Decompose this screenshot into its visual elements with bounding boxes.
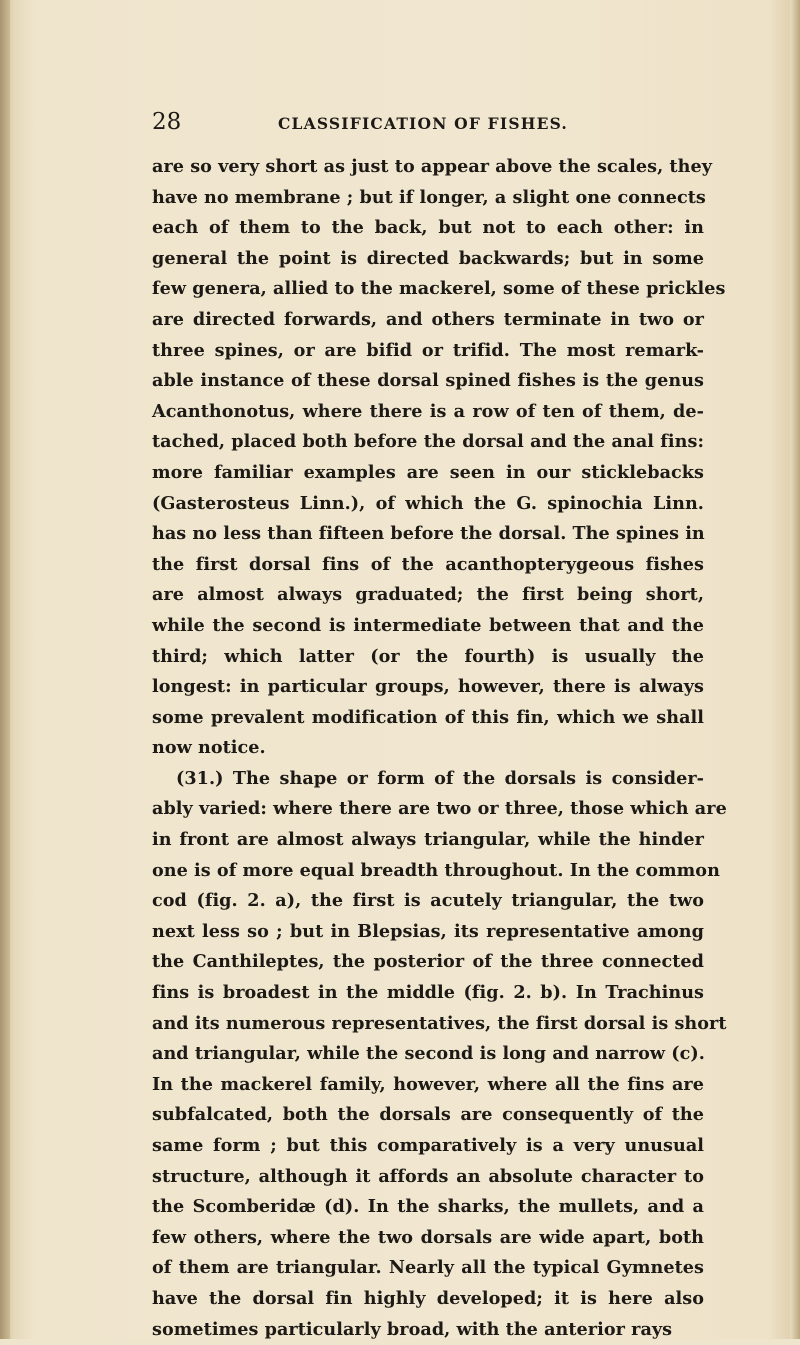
text-line: have the dorsal fin highly developed; it is here also [152, 1287, 704, 1309]
body-text [152, 152, 727, 1345]
text-line: more familiar examples are seen in our sticklebacks [152, 461, 704, 483]
text-line: in front are almost always triangular, while the hinder [152, 829, 704, 851]
text-line: are almost always graduated; the first being short, [152, 584, 704, 606]
text-line: one is of more equal breadth throughout. In the common [152, 859, 720, 881]
text-line: the Canthileptes, the posterior of the three connected [152, 951, 704, 973]
text-line: of them are triangular. Nearly all the typical Gymnetes [152, 1257, 704, 1279]
text-line: cod (fig. 2. a), the first is acutely triangular, the two [152, 890, 704, 912]
text-line: and triangular, while the second is long and narrow (c). [152, 1043, 705, 1065]
text-line: same form ; but this comparatively is a very unusual [152, 1135, 704, 1156]
running-head: CLASSIFICATION OF FISHES. [278, 114, 569, 133]
text-line: longest: in particular groups, however, there is always [152, 676, 704, 698]
text-line: and its numerous representatives, the first dorsal is short [152, 1012, 727, 1034]
text-line: third; which latter (or the fourth) is usually the [152, 645, 704, 667]
text-line: some prevalent modification of this fin, which we shall [152, 706, 704, 728]
text-line: (31.) The shape or form of the dorsals is consider- [176, 767, 704, 789]
page-number: 28 [152, 109, 182, 135]
text-line: next less so ; but in Blepsias, its representative among [152, 920, 704, 942]
text-line: now notice. [152, 737, 266, 759]
text-line: tached, placed both before the dorsal and the anal fins: [152, 431, 704, 453]
page-gutter-shadow [0, 0, 10, 1339]
page-edge-shadow [790, 0, 800, 1339]
text-line: subfalcated, both the dorsals are consequently of the [152, 1104, 704, 1126]
text-line: (Gasterosteus Linn.), of which the G. spinochia Linn. [152, 492, 704, 514]
text-line: sometimes particularly broad, with the anterior rays [152, 1318, 673, 1340]
text-line: general the point is directed backwards; but in some [152, 247, 704, 269]
text-line: ably varied: where there are two or three, those which are [152, 798, 727, 820]
text-line: have no membrane ; but if longer, a slight one connects [152, 186, 706, 208]
text-line: few genera, allied to the mackerel, some of these prickles [152, 278, 726, 300]
text-line: In the mackerel family, however, where all the fins are [152, 1073, 704, 1095]
text-line: are so very short as just to appear above the scales, they [152, 156, 712, 177]
text-line: has no less than fifteen before the dorsal. The spines in [152, 523, 705, 545]
text-line: Acanthonotus, where there is a row of ten of them, de- [152, 400, 704, 422]
text-line: few others, where the two dorsals are wide apart, both [152, 1226, 704, 1248]
text-line: three spines, or are bifid or trifid. The most remark- [152, 339, 704, 361]
text-line: while the second is intermediate between that and the [152, 614, 704, 636]
text-line: are directed forwards, and others terminate in two or [152, 308, 704, 330]
text-line: the Scomberidæ (d). In the sharks, the mullets, and a [152, 1196, 704, 1218]
page-header [152, 110, 712, 140]
text-line: structure, although it affords an absolute character to [152, 1165, 704, 1187]
text-line: fins is broadest in the middle (fig. 2. b). In Trachinus [152, 982, 704, 1004]
text-line: the first dorsal fins of the acanthopterygeous fishes [152, 553, 704, 575]
text-line: each of them to the back, but not to each other: in [152, 217, 704, 239]
text-line: able instance of these dorsal spined fishes is the genus [152, 370, 704, 392]
